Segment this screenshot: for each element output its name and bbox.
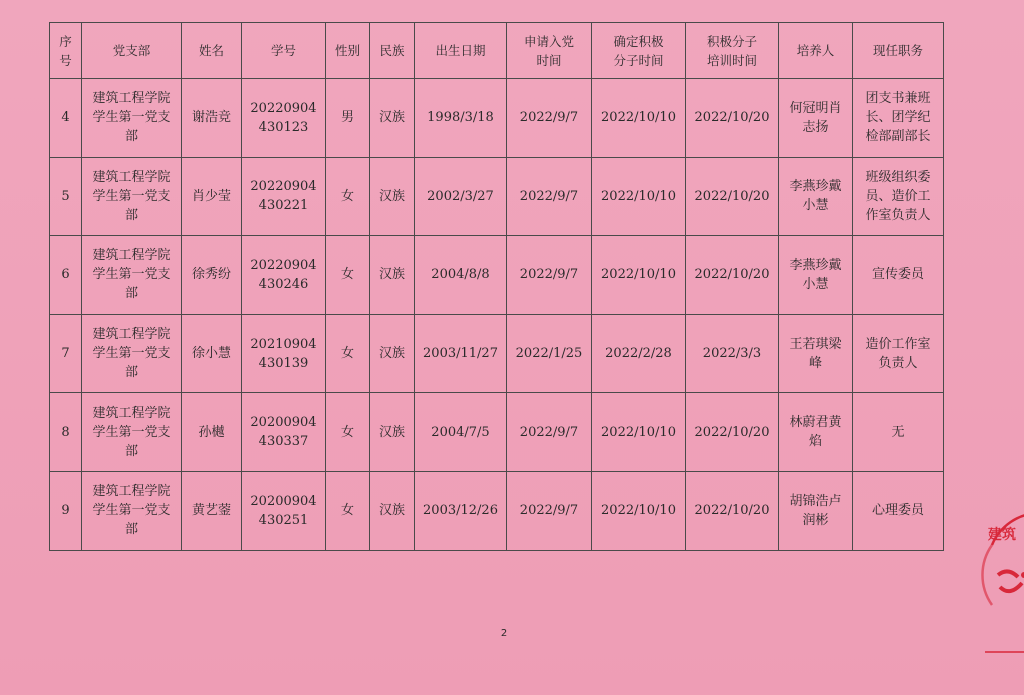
cell-student-id: 20210904430139	[242, 314, 326, 393]
cell-name: 黄艺蓥	[182, 471, 242, 550]
cell-apply-date: 2022/9/7	[507, 79, 592, 158]
cell-ethnicity: 汉族	[370, 79, 415, 158]
page-number: 2	[500, 628, 508, 639]
cell-ethnicity: 汉族	[370, 393, 415, 472]
cell-student-id: 20200904430337	[242, 393, 326, 472]
cell-ethnicity: 汉族	[370, 314, 415, 393]
cell-branch: 建筑工程学院学生第一党支部	[82, 236, 182, 315]
svg-text:建筑: 建筑	[988, 527, 1016, 543]
cell-training-date: 2022/10/20	[686, 236, 779, 315]
activist-roster-table	[49, 22, 944, 551]
cell-name: 徐秀纷	[182, 236, 242, 315]
cell-training-date: 2022/10/20	[686, 79, 779, 158]
cell-mentors: 胡锦浩卢润彬	[779, 471, 853, 550]
cell-position: 造价工作室负责人	[853, 314, 944, 393]
header-birth-date: 出生日期	[415, 23, 507, 79]
header-name: 姓名	[182, 23, 242, 79]
cell-ethnicity: 汉族	[370, 471, 415, 550]
seal-fragment-line	[985, 648, 1024, 656]
cell-mentors: 李燕珍戴小慧	[779, 236, 853, 315]
cell-birth-date: 2004/7/5	[415, 393, 507, 472]
cell-apply-date: 2022/9/7	[507, 471, 592, 550]
header-training-date: 积极分子培训时间	[686, 23, 779, 79]
cell-student-id: 20220904430221	[242, 157, 326, 236]
cell-birth-date: 2003/12/26	[415, 471, 507, 550]
cell-name: 肖少莹	[182, 157, 242, 236]
cell-gender: 男	[326, 79, 370, 158]
cell-birth-date: 1998/3/18	[415, 79, 507, 158]
cell-apply-date: 2022/9/7	[507, 236, 592, 315]
cell-birth-date: 2003/11/27	[415, 314, 507, 393]
cell-seq: 9	[50, 471, 82, 550]
header-mentors: 培养人	[779, 23, 853, 79]
cell-branch: 建筑工程学院学生第一党支部	[82, 79, 182, 158]
header-ethnicity: 民族	[370, 23, 415, 79]
cell-activist-date: 2022/10/10	[592, 236, 686, 315]
official-seal-stamp	[978, 505, 1024, 615]
cell-apply-date: 2022/9/7	[507, 393, 592, 472]
cell-activist-date: 2022/10/10	[592, 157, 686, 236]
table-row	[50, 236, 944, 315]
table-row	[50, 393, 944, 472]
cell-branch: 建筑工程学院学生第一党支部	[82, 471, 182, 550]
cell-mentors: 何冠明肖志扬	[779, 79, 853, 158]
cell-mentors: 王若琪梁 峰	[779, 314, 853, 393]
cell-position: 无	[853, 393, 944, 472]
cell-name: 孙樾	[182, 393, 242, 472]
cell-training-date: 2022/10/20	[686, 393, 779, 472]
cell-activist-date: 2022/10/10	[592, 393, 686, 472]
table-header-row	[50, 23, 944, 79]
cell-apply-date: 2022/1/25	[507, 314, 592, 393]
cell-gender: 女	[326, 393, 370, 472]
cell-mentors: 李燕珍戴小慧	[779, 157, 853, 236]
cell-gender: 女	[326, 236, 370, 315]
cell-seq: 5	[50, 157, 82, 236]
cell-seq: 4	[50, 79, 82, 158]
cell-mentors: 林蔚君黄 焰	[779, 393, 853, 472]
cell-ethnicity: 汉族	[370, 157, 415, 236]
cell-student-id: 20200904430251	[242, 471, 326, 550]
cell-activist-date: 2022/10/10	[592, 471, 686, 550]
cell-apply-date: 2022/9/7	[507, 157, 592, 236]
cell-birth-date: 2004/8/8	[415, 236, 507, 315]
header-apply-date: 申请入党时间	[507, 23, 592, 79]
cell-branch: 建筑工程学院学生第一党支部	[82, 393, 182, 472]
table-row	[50, 79, 944, 158]
cell-position: 宣传委员	[853, 236, 944, 315]
cell-name: 谢浩竞	[182, 79, 242, 158]
header-student-id: 学号	[242, 23, 326, 79]
cell-seq: 8	[50, 393, 82, 472]
header-position: 现任职务	[853, 23, 944, 79]
header-gender: 性别	[326, 23, 370, 79]
cell-activist-date: 2022/2/28	[592, 314, 686, 393]
header-activist-date: 确定积极分子时间	[592, 23, 686, 79]
cell-training-date: 2022/3/3	[686, 314, 779, 393]
cell-name: 徐小慧	[182, 314, 242, 393]
cell-birth-date: 2002/3/27	[415, 157, 507, 236]
cell-position: 心理委员	[853, 471, 944, 550]
cell-ethnicity: 汉族	[370, 236, 415, 315]
cell-student-id: 20220904430123	[242, 79, 326, 158]
cell-branch: 建筑工程学院学生第一党支部	[82, 314, 182, 393]
cell-gender: 女	[326, 157, 370, 236]
cell-seq: 6	[50, 236, 82, 315]
cell-training-date: 2022/10/20	[686, 157, 779, 236]
cell-gender: 女	[326, 314, 370, 393]
cell-activist-date: 2022/10/10	[592, 79, 686, 158]
header-seq: 序号	[50, 23, 82, 79]
cell-branch: 建筑工程学院学生第一党支部	[82, 157, 182, 236]
cell-position: 团支书兼班长、团学纪检部副部长	[853, 79, 944, 158]
cell-seq: 7	[50, 314, 82, 393]
cell-training-date: 2022/10/20	[686, 471, 779, 550]
table-row	[50, 314, 944, 393]
header-branch: 党支部	[82, 23, 182, 79]
cell-position: 班级组织委员、造价工作室负责人	[853, 157, 944, 236]
cell-student-id: 20220904430246	[242, 236, 326, 315]
table-row	[50, 471, 944, 550]
cell-gender: 女	[326, 471, 370, 550]
table-row	[50, 157, 944, 236]
